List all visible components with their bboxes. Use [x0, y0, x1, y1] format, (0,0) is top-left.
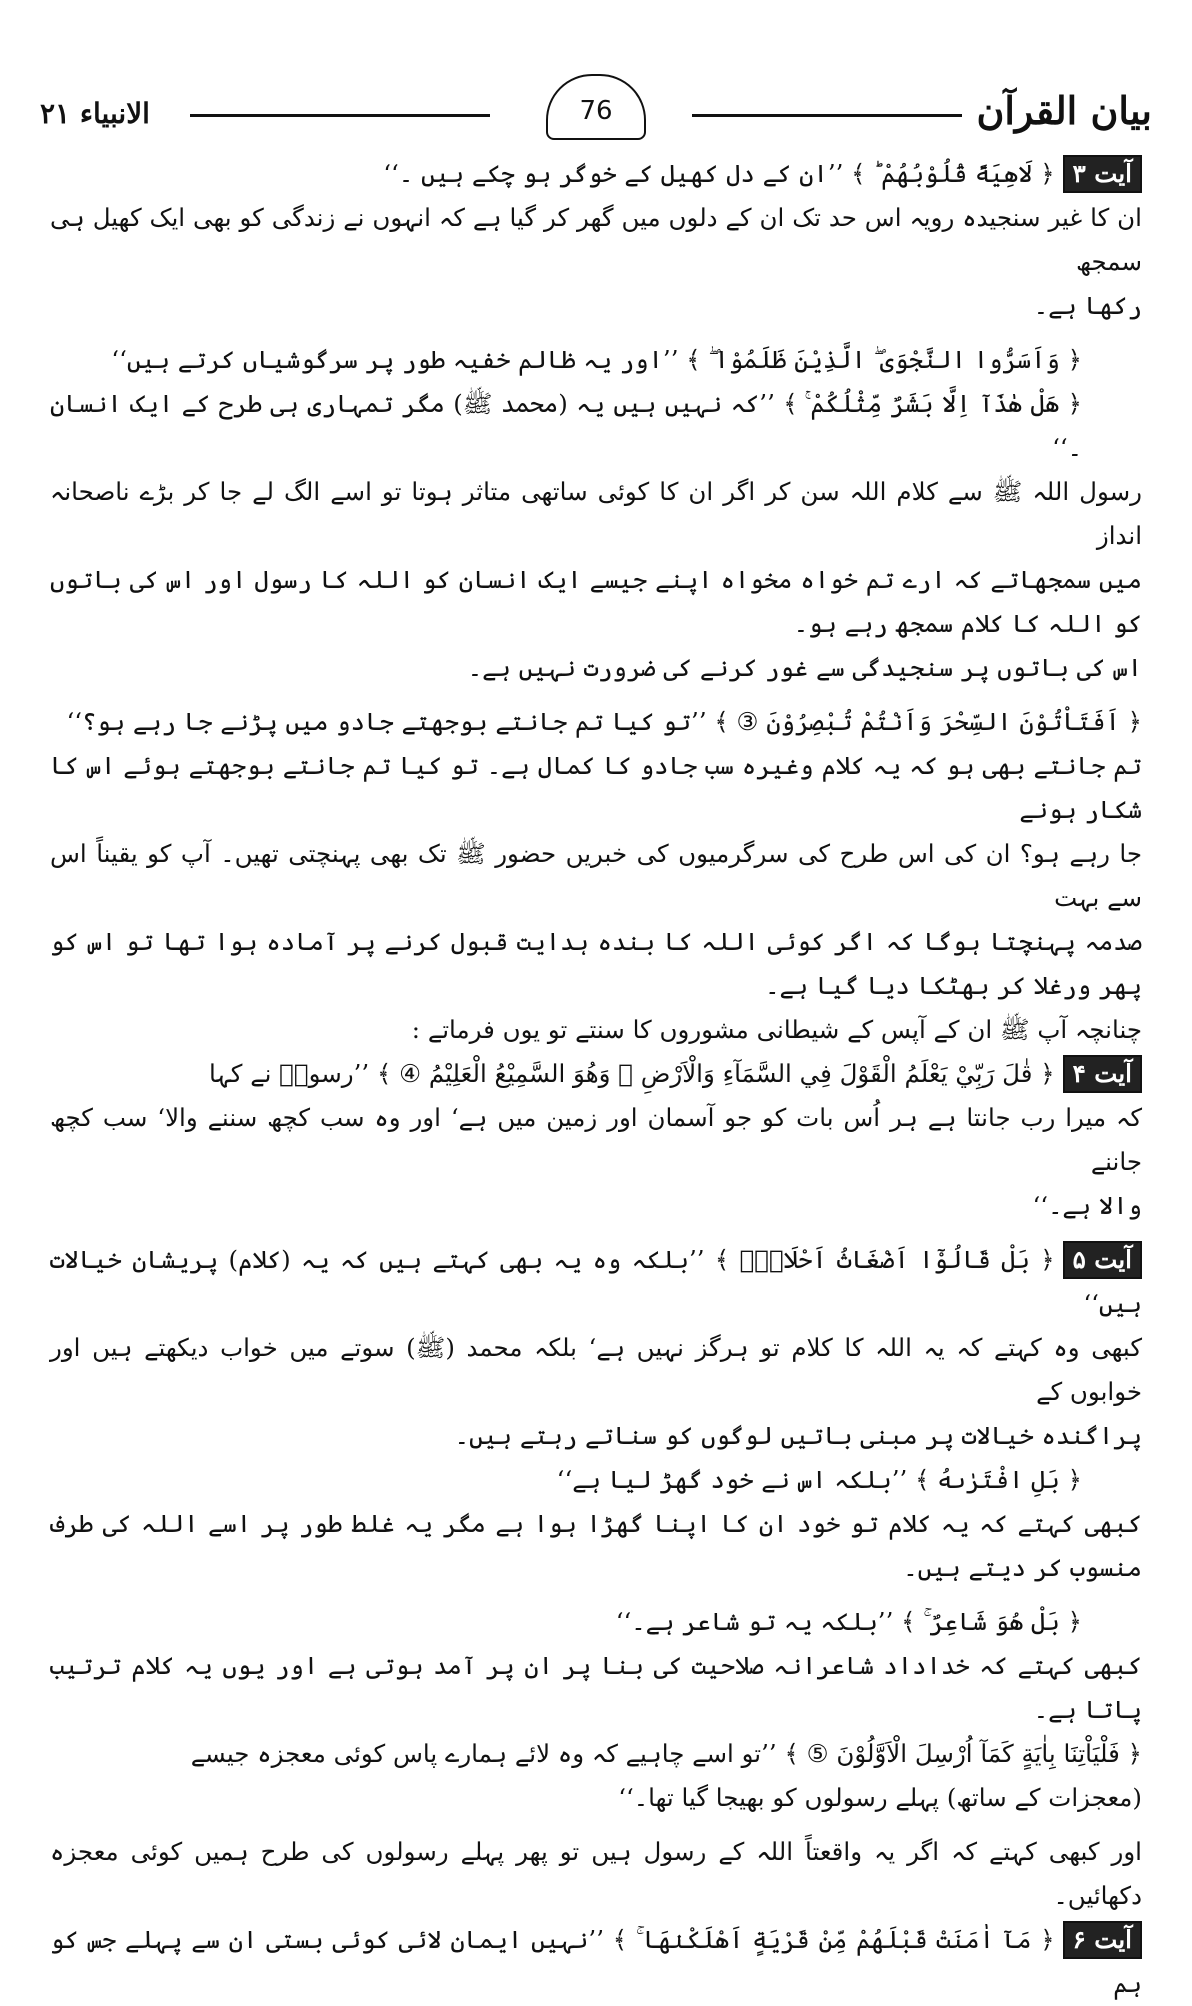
text-line: (معجزات کے ساتھ) پہلے رسولوں کو بھیجا گیا تھا۔‘‘: [618, 1783, 1142, 1812]
text-line: رسول اللہ ﷺ سے کلام اللہ سن کر اگر ان کا کوئی ساتھی متاثر ہوتا تو اسے الگ لے جا کر بڑے ناصحانہ انداز: [50, 477, 1142, 550]
surah-name: الانبیاء ۲۱: [40, 97, 150, 130]
text-line: کبھی کہتے کہ خداداد شاعرانہ صلاحیت کی بنا پر ان پر آمد ہوتی ہے اور یوں یہ کلام ترتیب پاتا ہے۔: [50, 1651, 1142, 1724]
header-rule-right: [692, 114, 962, 117]
ayah-line-5: [50, 1238, 1142, 1326]
line-text: ﴿ مَآ اٰمَنَتْ قَبْلَهُمْ مِّنْ قَرْيَةٍ اَهْلَكْنٰهَا ۚ ﴾ ’’نہیں ایمان لائی کوئی بستی ان سے پہلے جس کو ہم: [50, 1925, 1142, 1998]
ayah-badge: آیت ۶: [1063, 1921, 1142, 1959]
text-line: کبھی کہتے کہ یہ کلام تو خود ان کا اپنا گھڑا ہوا ہے مگر یہ غلط طور پر اسے اللہ کی طرف منسوب کر دیتے ہیں۔: [50, 1509, 1142, 1582]
page-content: [50, 152, 1142, 2006]
text-line: رکھا ہے۔: [1033, 291, 1142, 320]
ayah-badge: آیت ۴: [1063, 1055, 1142, 1093]
line-text: ﴿ بَلْ قَالُوْٓا اَضْغَاثُ اَحْلَامٍۭ ﴾ ’’بلکہ وہ یہ بھی کہتے ہیں کہ یہ (کلام) پریشان خیالات ہیں‘‘: [50, 1245, 1142, 1318]
text-line: صدمہ پہنچتا ہوگا کہ اگر کوئی اللہ کا بندہ ہدایت قبول کرنے پر آمادہ ہوا تھا تو اس کو پھر ورغلا کر بھٹکا دیا گیا ہے۔: [50, 927, 1142, 1000]
text-line: اور کبھی کہتے کہ اگر یہ واقعتاً اللہ کے رسول ہیں تو پھر پہلے رسولوں کی طرح ہمیں کوئی معجزہ دکھائیں۔: [50, 1837, 1142, 1910]
ayah-line-6: [50, 1918, 1142, 2006]
quote-line: ﴿ وَاَسَرُّوا النَّجْوَى ۖ الَّذِيْنَ ظَلَمُوْا ۖ ﴾ ’’اور یہ ظالم خفیہ طور پر سرگوشیاں کرتے ہیں‘‘: [111, 345, 1082, 374]
text-line: کہ میرا رب جانتا ہے ہر اُس بات کو جو آسمان اور زمین میں ہے‘ اور وہ سب کچھ سننے والا‘ سب کچھ جاننے: [50, 1103, 1142, 1176]
ayah-badge: آیت ۳: [1063, 155, 1142, 193]
ayah-badge: آیت ۵: [1063, 1241, 1142, 1279]
quote-line: ﴿ اَفَتَاْتُوْنَ السِّحْرَ وَاَنْتُمْ تُبْصِرُوْنَ ③ ﴾ ’’تو کیا تم جانتے بوجھتے جادو میں پڑنے جا رہے ہو؟‘‘: [66, 707, 1142, 736]
text-line: میں سمجھاتے کہ ارے تم خواہ مخواہ اپنے جیسے ایک انسان کو اللہ کا رسول اور اس کی باتوں کو اللہ کا کلام سمجھ رہے ہو۔: [50, 565, 1142, 638]
quote-line: ﴿ بَلِ افْتَرٰىهُ ﴾ ’’بلکہ اس نے خود گھڑ لیا ہے‘‘: [556, 1465, 1082, 1494]
header-rule-left: [190, 114, 490, 117]
text-line: چنانچہ آپ ﷺ ان کے آپس کے شیطانی مشوروں کا سنتے تو یوں فرماتے :: [411, 1015, 1142, 1044]
page-number-badge: 76: [546, 74, 646, 140]
line-text: ﴿ لَاهِيَةً قُلُوْبُهُمْ ؕ ﴾ ’’ان کے دل کھیل کے خوگر ہو چکے ہیں ۔‘‘: [383, 159, 1055, 188]
ayah-line-4: [50, 1052, 1142, 1096]
quote-line: ﴿ بَلْ هُوَ شَاعِرٌ ۚ ﴾ ’’بلکہ یہ تو شاعر ہے۔‘‘: [615, 1607, 1082, 1636]
text-line: پراگندہ خیالات پر مبنی باتیں لوگوں کو سناتے رہتے ہیں۔: [454, 1421, 1142, 1450]
text-line: جا رہے ہو؟ ان کی اس طرح کی سرگرمیوں کی خبریں حضور ﷺ تک بھی پہنچتی تھیں۔ آپ کو یقیناً اس سے بہت: [50, 839, 1142, 912]
quote-line: ﴿ فَلْيَاْتِنَا بِاٰيَةٍ كَمَآ اُرْسِلَ الْاَوَّلُوْنَ ⑤ ﴾ ’’تو اسے چاہیے کہ وہ لائے ہمارے پاس کوئی معجزہ جیسے: [190, 1739, 1142, 1768]
book-title: بیان القرآن: [976, 88, 1152, 133]
text-line: اس کی باتوں پر سنجیدگی سے غور کرنے کی ضرورت نہیں ہے۔: [467, 653, 1142, 682]
page-header: [40, 88, 1152, 138]
text-line: تم جانتے بھی ہو کہ یہ کلام وغیرہ سب جادو کا کمال ہے۔ تو کیا تم جانتے بوجھتے ہوئے اس کا شکار ہونے: [50, 751, 1142, 824]
ayah-line-3: [50, 152, 1142, 196]
quote-line: ﴿ هَلْ هٰذَآ اِلَّا بَشَرٌ مِّثْلُكُمْ ۚ ﴾ ’’کہ نہیں ہیں یہ (محمد ﷺ) مگر تمہاری ہی طرح کے ایک انسان ۔‘‘: [50, 389, 1082, 462]
text-line: کبھی وہ کہتے کہ یہ اللہ کا کلام تو ہرگز نہیں ہے‘ بلکہ محمد (ﷺ) سوتے میں خواب دیکھتے ہیں اور خوابوں کے: [50, 1333, 1142, 1406]
line-text: ﴿ قٰلَ رَبِّيْ يَعْلَمُ الْقَوْلَ فِي السَّمَآءِ وَالْاَرْضِ ۡ وَهُوَ السَّمِيْعُ الْعَلِيْمُ ④ ﴾ ’’رسولؐ نے کہا: [208, 1059, 1055, 1088]
text-line: والا ہے۔‘‘: [1032, 1191, 1142, 1220]
text-line: ان کا غیر سنجیدہ رویہ اس حد تک ان کے دلوں میں گھر کر گیا ہے کہ انہوں نے زندگی کو بھی ایک کھیل ہی سمجھ: [50, 203, 1142, 276]
